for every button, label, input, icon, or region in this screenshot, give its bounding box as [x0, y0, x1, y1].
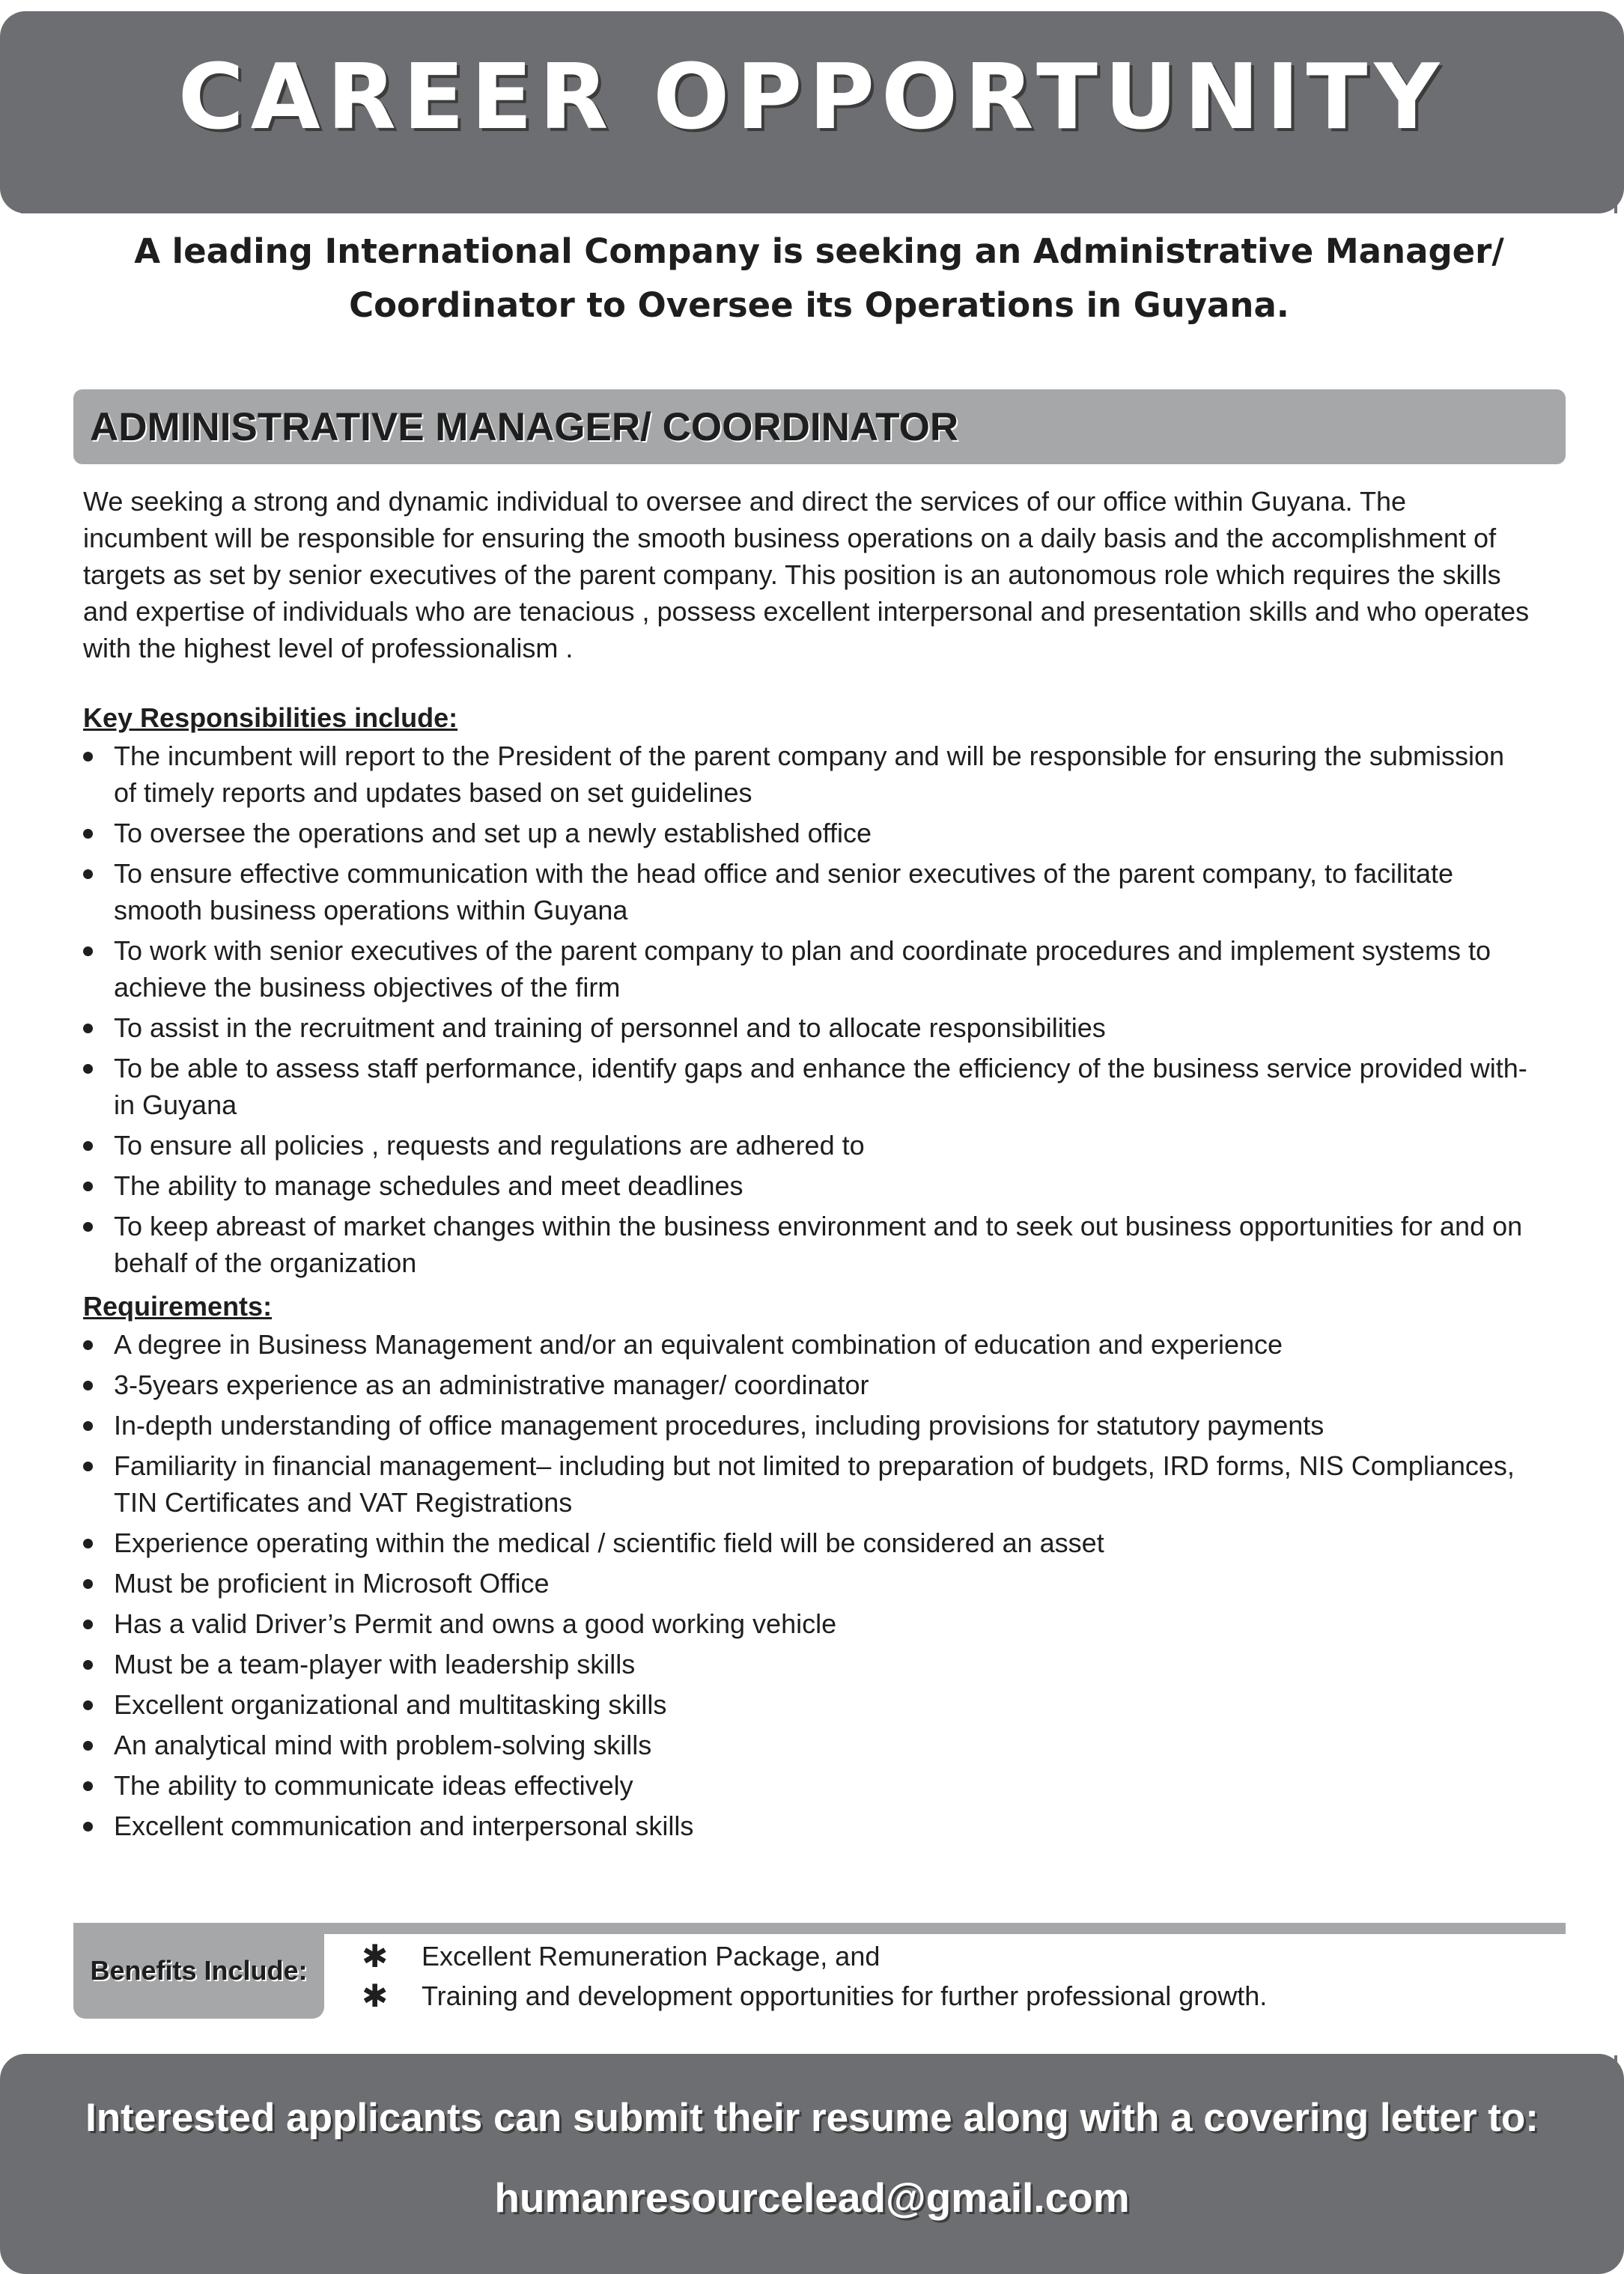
list-item: To keep abreast of market changes within the business environment and to seek out business opportunities for and on behalf of the organization — [83, 1208, 1577, 1281]
benefits-label: Benefits Include: — [73, 1923, 324, 2019]
description-line: We seeking a strong and dynamic individual to oversee and direct the services of our office within Guyana. The — [83, 486, 1406, 517]
bullet-icon — [83, 1024, 93, 1033]
bullet-icon — [83, 946, 93, 956]
list-item: The ability to manage schedules and meet deadlines — [83, 1167, 1577, 1204]
description-line: and expertise of individuals who are tenacious , possess excellent interpersonal and presentation skills and who operates — [83, 596, 1530, 627]
bullet-icon — [83, 1700, 93, 1710]
requirements-heading: Requirements: — [83, 1291, 273, 1322]
bullet-icon — [83, 1579, 93, 1589]
bullet-icon — [83, 1660, 93, 1670]
application-instructions: Interested applicants can submit their resume along with a covering letter to: — [85, 2096, 1539, 2140]
responsibilities-list — [83, 738, 1577, 1281]
body-text — [83, 483, 1577, 1848]
description-line: with the highest level of professionalism . — [83, 633, 574, 663]
main-content — [21, 213, 1617, 2055]
requirements-list — [83, 1326, 1577, 1844]
benefit-item — [362, 1936, 1267, 1976]
header-banner — [0, 11, 1624, 213]
page-title: CAREER OPPORTUNITY — [177, 45, 1447, 150]
intro-line: Coordinator to Oversee its Operations in Guyana. — [349, 285, 1289, 325]
bullet-icon — [83, 1620, 93, 1629]
bullet-icon — [83, 1462, 93, 1471]
position-title: ADMINISTRATIVE MANAGER/ COORDINATOR — [90, 404, 959, 449]
bullet-icon — [83, 1141, 93, 1151]
bullet-icon — [83, 1822, 93, 1831]
bullet-icon — [83, 829, 93, 839]
bullet-icon — [83, 1222, 93, 1232]
list-item: To ensure all policies , requests and regulations are adhered to — [83, 1127, 1577, 1164]
list-item: A degree in Business Management and/or an equivalent combination of education and experience — [83, 1326, 1577, 1363]
list-item: 3-5years experience as an administrative manager/ coordinator — [83, 1366, 1577, 1403]
list-item: In-depth understanding of office management procedures, including provisions for statutory payments — [83, 1407, 1577, 1444]
bullet-icon — [83, 1182, 93, 1191]
list-item: To work with senior executives of the parent company to plan and coordinate procedures and implement systems to achieve the business objectives of the firm — [83, 932, 1577, 1006]
bullet-icon — [83, 1741, 93, 1751]
list-item: To assist in the recruitment and training of personnel and to allocate responsibilities — [83, 1009, 1577, 1046]
list-item: The ability to communicate ideas effectively — [83, 1767, 1577, 1804]
list-item: Familiarity in financial management– including but not limited to preparation of budgets, IRD forms, NIS Compliances, TIN Certificates and VAT Registrations — [83, 1447, 1577, 1521]
list-item: Excellent communication and interpersonal skills — [83, 1808, 1577, 1844]
description-line: targets as set by senior executives of the parent company. This position is an autonomous role which requires the skills — [83, 559, 1501, 590]
bullet-icon — [83, 869, 93, 879]
position-title-bar — [73, 389, 1566, 464]
list-item: An analytical mind with problem-solving skills — [83, 1727, 1577, 1763]
contact-email[interactable]: humanresourcelead@gmail.com — [494, 2174, 1130, 2221]
list-item: To oversee the operations and set up a newly established office — [83, 815, 1577, 851]
list-item: Experience operating within the medical / scientific field will be considered an asset — [83, 1524, 1577, 1561]
bullet-icon — [83, 1381, 93, 1390]
bullet-icon — [83, 1340, 93, 1350]
bullet-icon — [83, 1421, 93, 1431]
list-item: Must be a team-player with leadership skills — [83, 1646, 1577, 1682]
bullet-icon — [83, 1781, 93, 1791]
list-item: Excellent organizational and multitasking skills — [83, 1686, 1577, 1723]
benefits-list — [362, 1936, 1267, 2016]
footer-banner — [0, 2054, 1624, 2274]
bullet-icon — [83, 752, 93, 761]
asterisk-icon: ✱ — [362, 1938, 389, 1974]
list-item: Has a valid Driver’s Permit and owns a good working vehicle — [83, 1605, 1577, 1642]
list-item: Must be proficient in Microsoft Office — [83, 1565, 1577, 1602]
list-item: The incumbent will report to the President of the parent company and will be responsible for ensuring the submission of timely reports and updates based on set guidelines — [83, 738, 1577, 811]
responsibilities-heading: Key Responsibilities include: — [83, 702, 458, 733]
intro-statement — [21, 225, 1617, 332]
benefit-item — [362, 1976, 1267, 2016]
benefit-text: Training and development opportunities for further professional growth. — [422, 1980, 1268, 2011]
asterisk-icon: ✱ — [362, 1977, 389, 2014]
benefit-text: Excellent Remuneration Package, and — [422, 1941, 881, 1971]
position-description — [83, 483, 1577, 666]
intro-line: A leading International Company is seeking an Administrative Manager/ — [134, 231, 1504, 271]
benefits-section — [73, 1923, 1566, 2020]
list-item: To ensure effective communication with the head office and senior executives of the parent company, to facilitate smooth business operations within Guyana — [83, 855, 1577, 928]
bullet-icon — [83, 1539, 93, 1548]
bullet-icon — [83, 1064, 93, 1074]
list-item: To be able to assess staff performance, identify gaps and enhance the efficiency of the business service provided with- in Guyana — [83, 1050, 1577, 1123]
description-line: incumbent will be responsible for ensuring the smooth business operations on a daily basis and the accomplishment of — [83, 523, 1497, 553]
